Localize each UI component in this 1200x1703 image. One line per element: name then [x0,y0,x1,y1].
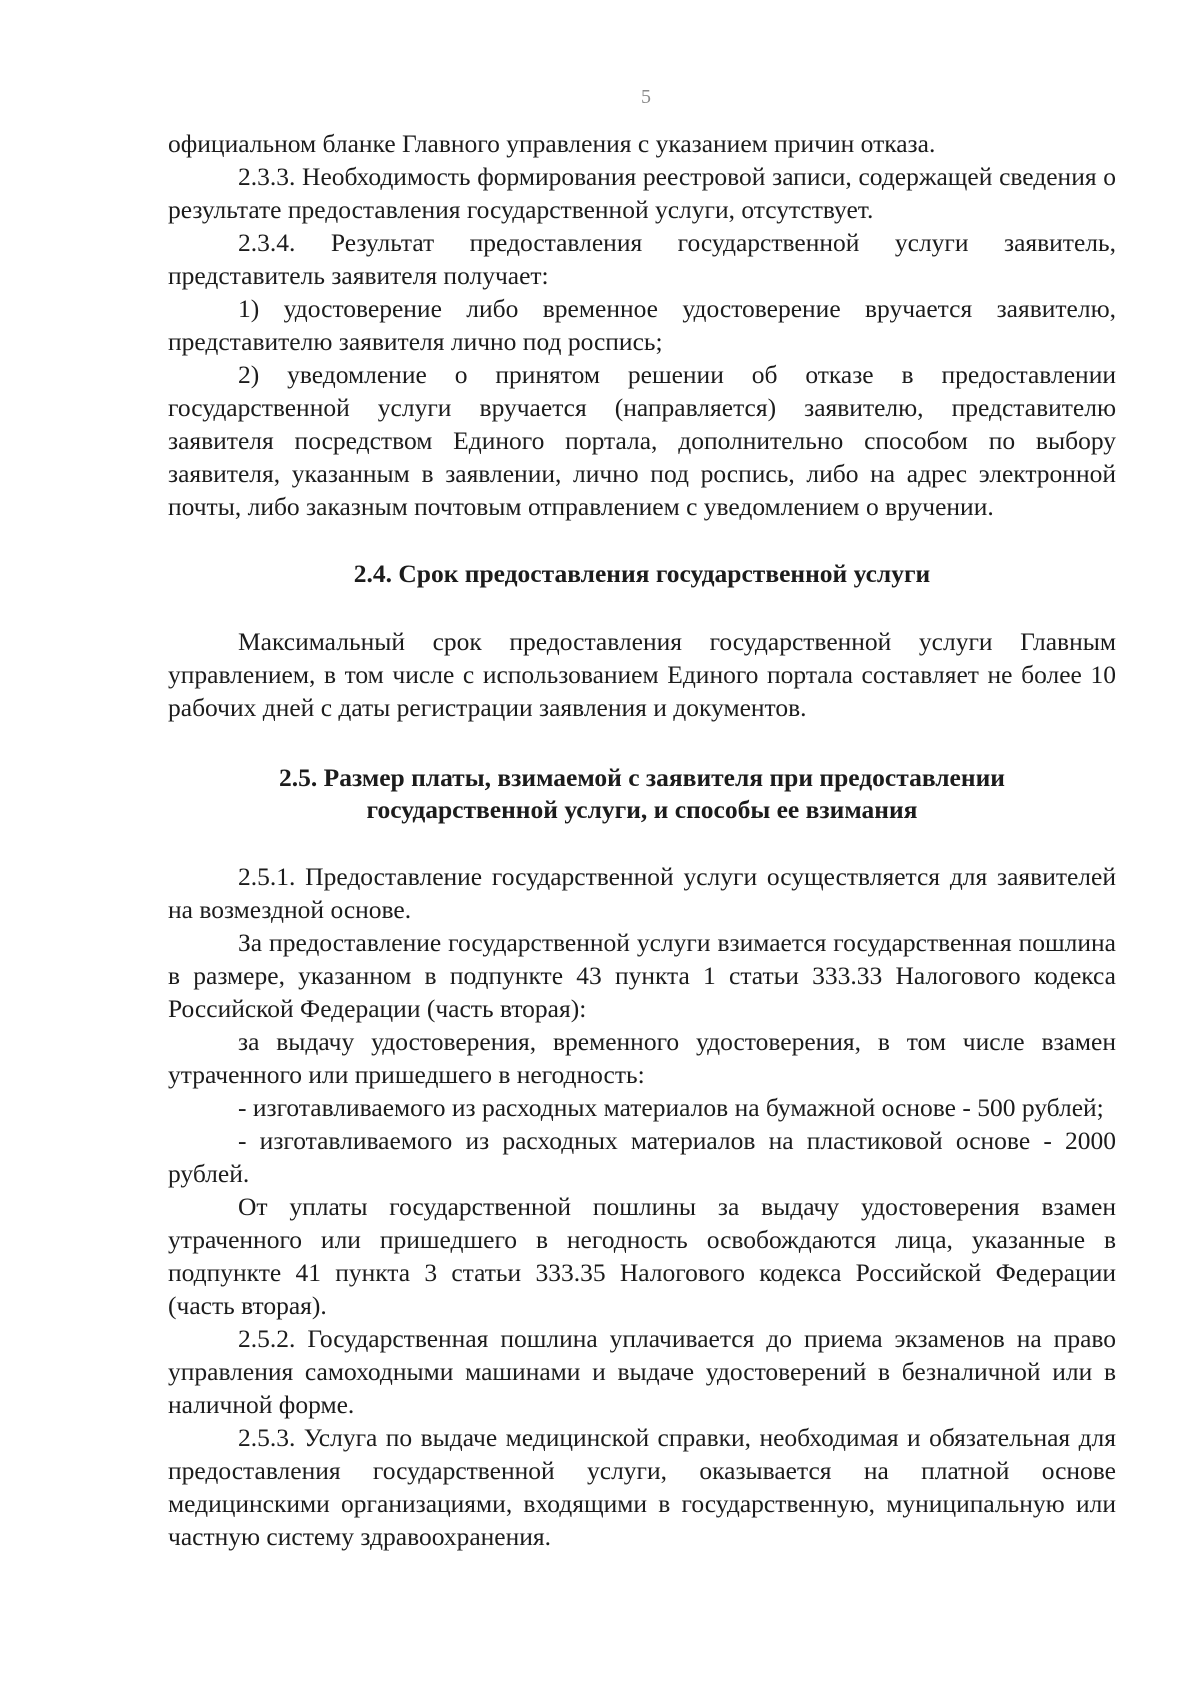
section-heading-2-5-line-1: 2.5. Размер платы, взимаемой с заявителя при предоставлении [279,763,1005,792]
section-heading-2-5-line-2: государственной услуги, и способы ее взимания [366,795,918,824]
list-item-2: 2) уведомление о принятом решении об отказе в предоставлении государственной услуги вручается (направляется) заявителю, представителю заявителя посредством Единого портала, дополнительно способом по выбору заявителя, указанным в заявлении, лично под роспись, либо на адрес электронной почты, либо заказным почтовым отправлением с уведомлением о вручении. [168,360,1116,521]
paragraph-2-4: Максимальный срок предоставления государственной услуги Главным управлением, в том числе с использованием Единого портала составляет не более 10 рабочих дней с даты регистрации заявления и документов. [168,627,1116,722]
paragraph-exemption: От уплаты государственной пошлины за выдачу удостоверения взамен утраченного или пришедшего в негодность освобождаются лица, указанные в подпункте 41 пункта 3 статьи 333.35 Налогового кодекса Российской Федерации (часть вторая). [168,1192,1116,1320]
page-number: 5 [641,86,651,108]
list-item-1: 1) удостоверение либо временное удостоверение вручается заявителю, представителю заявителя лично под роспись; [168,294,1116,356]
paragraph-2-5-3: 2.5.3. Услуга по выдаче медицинской справки, необходимая и обязательная для предоставления государственной услуги, оказывается на платной основе медицинскими организациями, входящими в государственную, муниципальную или частную систему здравоохранения. [168,1423,1116,1551]
paragraph-2-5-1: 2.5.1. Предоставление государственной услуги осуществляется для заявителей на возмездной основе. [168,862,1116,924]
section-heading-2-5 [168,762,1116,826]
list-item-plastic: - изготавливаемого из расходных материалов на пластиковой основе - 2000 рублей. [168,1126,1116,1188]
paragraph-fee-scope: за выдачу удостоверения, временного удостоверения, в том числе взамен утраченного или пришедшего в негодность: [168,1027,1116,1089]
paragraph-2-5-2: 2.5.2. Государственная пошлина уплачивается до приема экзаменов на право управления самоходными машинами и выдаче удостоверений в безналичной или в наличной форме. [168,1324,1116,1419]
section-heading-2-4: 2.4. Срок предоставления государственной услуги [353,559,931,588]
paragraph-2-3-4: 2.3.4. Результат предоставления государственной услуги заявитель, представитель заявителя получает: [168,228,1116,290]
paragraph-2-3-3: 2.3.3. Необходимость формирования реестровой записи, содержащей сведения о результате предоставления государственной услуги, отсутствует. [168,162,1116,224]
list-item-paper: - изготавливаемого из расходных материалов на бумажной основе - 500 рублей; [238,1093,1104,1122]
paragraph-fee: За предоставление государственной услуги взимается государственная пошлина в размере, указанном в подпункте 43 пункта 1 статьи 333.33 Налогового кодекса Российской Федерации (часть вторая): [168,928,1116,1023]
paragraph-continuation: официальном бланке Главного управления с указанием причин отказа. [168,129,936,158]
document-body [168,127,1116,1553]
